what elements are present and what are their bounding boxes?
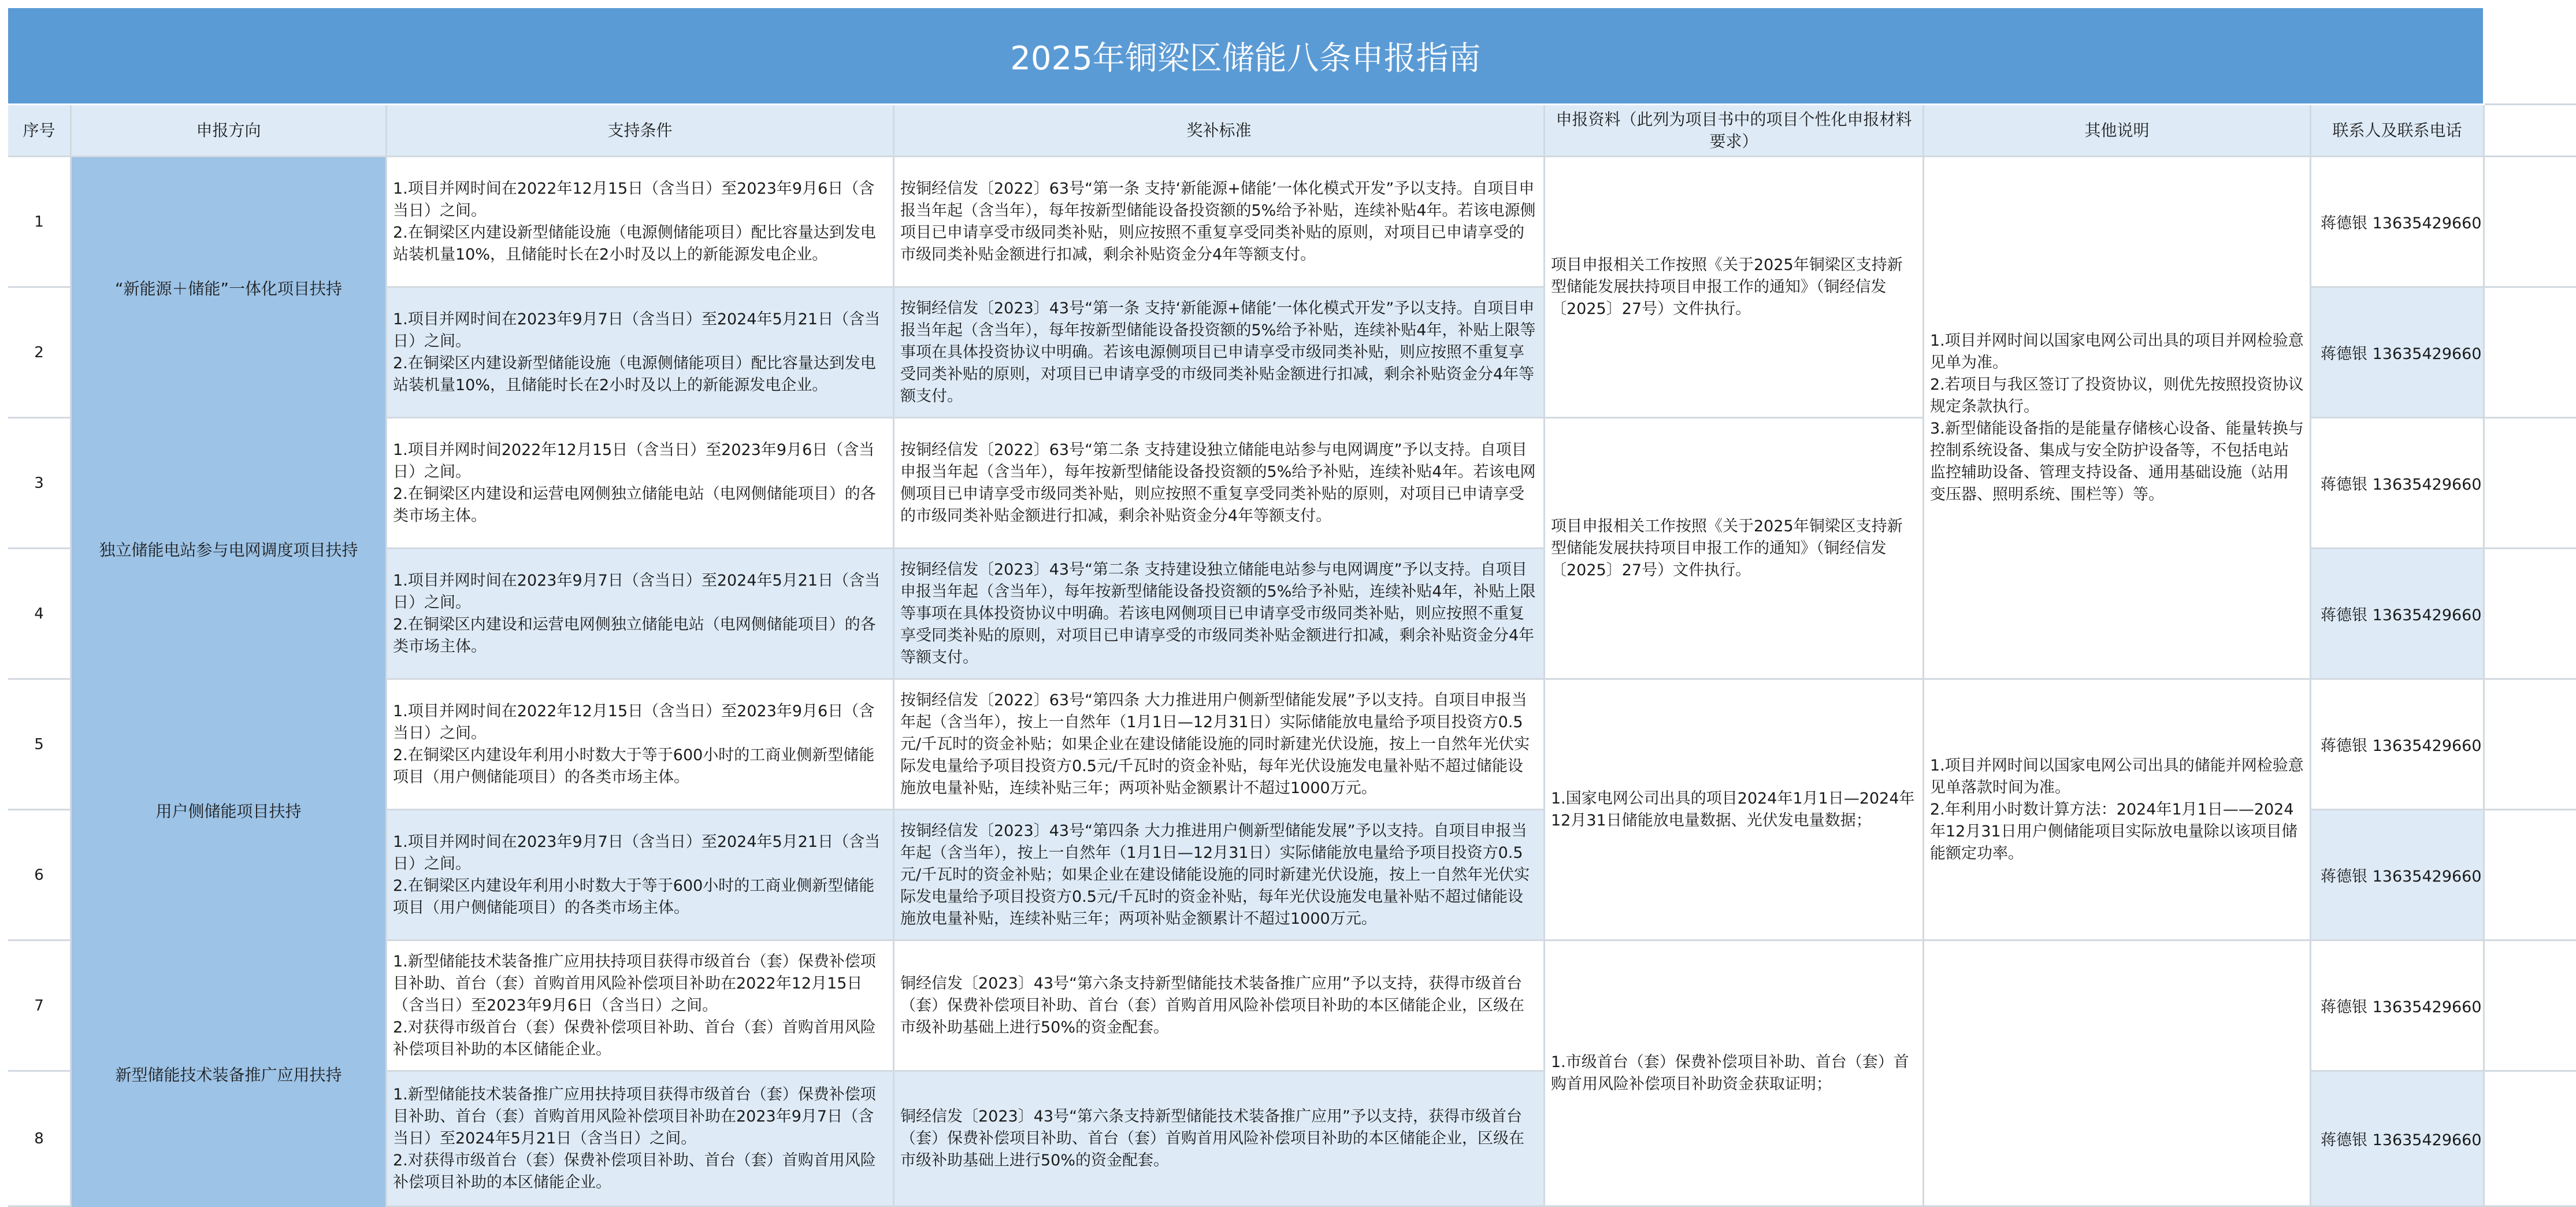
materials-cell[interactable]: 1.市级首台（套）保费补偿项目补助、首台（套）首购首用风险补偿项目补助资金获取证明； <box>1545 941 1924 1207</box>
contact-cell[interactable]: 蒋德银 13635429660 <box>2311 810 2485 941</box>
header-seq[interactable]: 序号 <box>8 105 72 157</box>
seq-cell[interactable]: 1 <box>8 157 72 288</box>
direction-cell[interactable]: 独立储能电站参与电网调度项目扶持 <box>72 419 387 680</box>
conditions-cell[interactable]: 1.项目并网时间在2023年9月7日（含当日）至2024年5月21日（含当日）之间。 2.在铜梁区内建设年利用小时数大于等于600小时的工商业侧新型储能项目（用户侧储能项目）的各类市场主体。 <box>387 810 894 941</box>
contact-cell[interactable]: 蒋德银 13635429660 <box>2311 288 2485 419</box>
standard-cell[interactable]: 按铜经信发〔2023〕43号“第四条 大力推进用户侧新型储能发展”予以支持。自项目申报当年起（含当年），按上一自然年（1月1日—12月31日）实际储能放电量给予项目投资方0.5元/千瓦时的资金补贴；如果企业在建设储能设施的同时新建光伏设施，按上一自然年光伏实际发电量给予项目投资方0.5元/千瓦时的资金补贴，每年光伏设施发电量补贴不超过储能设施放电量补贴，连续补贴三年；两项补贴金额累计不超过1000万元。 <box>894 810 1545 941</box>
conditions-cell[interactable]: 1.项目并网时间在2023年9月7日（含当日）至2024年5月21日（含当日）之间。 2.在铜梁区内建设新型储能设施（电源侧储能项目）配比容量达到发电站装机量10%，且储能时长在2小时及以上的新能源发电企业。 <box>387 288 894 419</box>
contact-cell[interactable]: 蒋德银 13635429660 <box>2311 157 2485 288</box>
conditions-cell[interactable]: 1.项目并网时间在2023年9月7日（含当日）至2024年5月21日（含当日）之间。 2.在铜梁区内建设和运营电网侧独立储能电站（电网侧储能项目）的各类市场主体。 <box>387 549 894 680</box>
seq-cell[interactable]: 2 <box>8 288 72 419</box>
conditions-cell[interactable]: 1.新型储能技术装备推广应用扶持项目获得市级首台（套）保费补偿项目补助、首台（套）首购首用风险补偿项目补助在2023年9月7日（含当日）至2024年5月21日（含当日）之间。 2.对获得市级首台（套）保费补偿项目补助、首台（套）首购首用风险补偿项目补助的本区储能企业。 <box>387 1072 894 1207</box>
notes-cell[interactable]: 1.项目并网时间以国家电网公司出具的项目并网检验意见单为准。 2.若项目与我区签订了投资协议，则优先按照投资协议规定条款执行。 3.新型储能设备指的是能量存储核心设备、能量转换与控制系统设备、集成与安全防护设备等，不包括电站监控辅助设备、管理支持设备、通用基础设施（站用变压器、照明系统、围栏等）等。 <box>1924 157 2311 680</box>
materials-cell[interactable]: 1.国家电网公司出具的项目2024年1月1日—2024年12月31日储能放电量数据、光伏发电量数据； <box>1545 680 1924 941</box>
blank-column-cell[interactable] <box>2485 157 2576 288</box>
notes-cell[interactable]: 1.项目并网时间以国家电网公司出具的储能并网检验意见单落款时间为准。 2.年利用小时数计算方法：2024年1月1日——2024年12月31日用户侧储能项目实际放电量除以该项目储能额定功率。 <box>1924 680 2311 941</box>
seq-cell[interactable]: 8 <box>8 1072 72 1207</box>
page-title: 2025年铜梁区储能八条申报指南 <box>8 8 2485 105</box>
standard-cell[interactable]: 按铜经信发〔2023〕43号“第二条 支持建设独立储能电站参与电网调度”予以支持。自项目申报当年起（含当年），每年按新型储能设备投资额的5%给予补贴，连续补贴4年，补贴上限等事项在具体投资协议中明确。若该电网侧项目已申请享受市级同类补贴，则应按照不重复享受同类补贴的原则，对项目已申请享受的市级同类补贴金额进行扣减，剩余补贴资金分4年等额支付。 <box>894 549 1545 680</box>
blank-column-cell[interactable] <box>2485 680 2576 810</box>
contact-cell[interactable]: 蒋德银 13635429660 <box>2311 549 2485 680</box>
standard-cell[interactable]: 按铜经信发〔2022〕63号“第四条 大力推进用户侧新型储能发展”予以支持。自项目申报当年起（含当年），按上一自然年（1月1日—12月31日）实际储能放电量给予项目投资方0.5元/千瓦时的资金补贴；如果企业在建设储能设施的同时新建光伏设施，按上一自然年光伏实际发电量给予项目投资方0.5元/千瓦时的资金补贴，每年光伏设施发电量补贴不超过储能设施放电量补贴，连续补贴三年；两项补贴金额累计不超过1000万元。 <box>894 680 1545 810</box>
standard-cell[interactable]: 按铜经信发〔2022〕63号“第二条 支持建设独立储能电站参与电网调度”予以支持。自项目申报当年起（含当年），每年按新型储能设备投资额的5%给予补贴，连续补贴4年。若该电网侧项目已申请享受市级同类补贴，则应按照不重复享受同类补贴的原则，对项目已申请享受的市级同类补贴金额进行扣减，剩余补贴资金分4年等额支付。 <box>894 419 1545 549</box>
standard-cell[interactable]: 按铜经信发〔2022〕63号“第一条 支持‘新能源+储能’一体化模式开发”予以支持。自项目申报当年起（含当年），每年按新型储能设备投资额的5%给予补贴，连续补贴4年。若该电源侧项目已申请享受市级同类补贴，则应按照不重复享受同类补贴的原则，对项目已申请享受的市级同类补贴金额进行扣减，剩余补贴资金分4年等额支付。 <box>894 157 1545 288</box>
header-direction[interactable]: 申报方向 <box>72 105 387 157</box>
conditions-cell[interactable]: 1.项目并网时间在2022年12月15日（含当日）至2023年9月6日（含当日）之间。 2.在铜梁区内建设新型储能设施（电源侧储能项目）配比容量达到发电站装机量10%，且储能时长在2小时及以上的新能源发电企业。 <box>387 157 894 288</box>
direction-cell[interactable]: “新能源＋储能”一体化项目扶持 <box>72 157 387 419</box>
standard-cell[interactable]: 铜经信发〔2023〕43号“第六条支持新型储能技术装备推广应用”予以支持，获得市级首台（套）保费补偿项目补助、首台（套）首购首用风险补偿项目补助的本区储能企业，区级在市级补助基础上进行50%的资金配套。 <box>894 1072 1545 1207</box>
blank-column-cell[interactable] <box>2485 288 2576 419</box>
seq-cell[interactable]: 5 <box>8 680 72 810</box>
header-notes[interactable]: 其他说明 <box>1924 105 2311 157</box>
blank-column-cell[interactable] <box>2485 1072 2576 1207</box>
contact-cell[interactable]: 蒋德银 13635429660 <box>2311 419 2485 549</box>
blank-column-cell[interactable] <box>2485 549 2576 680</box>
contact-cell[interactable]: 蒋德银 13635429660 <box>2311 680 2485 810</box>
header-contact[interactable]: 联系人及联系电话 <box>2311 105 2485 157</box>
header-conditions[interactable]: 支持条件 <box>387 105 894 157</box>
materials-cell[interactable]: 项目申报相关工作按照《关于2025年铜梁区支持新型储能发展扶持项目申报工作的通知》（铜经信发〔2025〕27号）文件执行。 <box>1545 419 1924 680</box>
blank-column-cell[interactable] <box>2485 8 2576 105</box>
seq-cell[interactable]: 7 <box>8 941 72 1072</box>
direction-cell[interactable]: 新型储能技术装备推广应用扶持 <box>72 941 387 1207</box>
seq-cell[interactable]: 3 <box>8 419 72 549</box>
direction-cell[interactable]: 用户侧储能项目扶持 <box>72 680 387 941</box>
conditions-cell[interactable]: 1.项目并网时间在2022年12月15日（含当日）至2023年9月6日（含当日）之间。 2.在铜梁区内建设年利用小时数大于等于600小时的工商业侧新型储能项目（用户侧储能项目）的各类市场主体。 <box>387 680 894 810</box>
seq-cell[interactable]: 4 <box>8 549 72 680</box>
blank-column-cell[interactable] <box>2485 941 2576 1072</box>
blank-column-cell[interactable] <box>2485 419 2576 549</box>
materials-cell[interactable]: 项目申报相关工作按照《关于2025年铜梁区支持新型储能发展扶持项目申报工作的通知》（铜经信发〔2025〕27号）文件执行。 <box>1545 157 1924 419</box>
conditions-cell[interactable]: 1.项目并网时间2022年12月15日（含当日）至2023年9月6日（含当日）之间。 2.在铜梁区内建设和运营电网侧独立储能电站（电网侧储能项目）的各类市场主体。 <box>387 419 894 549</box>
standard-cell[interactable]: 铜经信发〔2023〕43号“第六条支持新型储能技术装备推广应用”予以支持，获得市级首台（套）保费补偿项目补助、首台（套）首购首用风险补偿项目补助的本区储能企业，区级在市级补助基础上进行50%的资金配套。 <box>894 941 1545 1072</box>
seq-cell[interactable]: 6 <box>8 810 72 941</box>
blank-column-cell[interactable] <box>2485 105 2576 157</box>
contact-cell[interactable]: 蒋德银 13635429660 <box>2311 941 2485 1072</box>
header-materials[interactable]: 申报资料（此列为项目书中的项目个性化申报材料要求） <box>1545 105 1924 157</box>
notes-cell[interactable] <box>1924 941 2311 1207</box>
blank-column-cell[interactable] <box>2485 810 2576 941</box>
conditions-cell[interactable]: 1.新型储能技术装备推广应用扶持项目获得市级首台（套）保费补偿项目补助、首台（套）首购首用风险补偿项目补助在2022年12月15日（含当日）至2023年9月6日（含当日）之间。 2.对获得市级首台（套）保费补偿项目补助、首台（套）首购首用风险补偿项目补助的本区储能企业。 <box>387 941 894 1072</box>
contact-cell[interactable]: 蒋德银 13635429660 <box>2311 1072 2485 1207</box>
header-standard[interactable]: 奖补标准 <box>894 105 1545 157</box>
standard-cell[interactable]: 按铜经信发〔2023〕43号“第一条 支持‘新能源+储能’一体化模式开发”予以支持。自项目申报当年起（含当年），每年按新型储能设备投资额的5%给予补贴，连续补贴4年，补贴上限等事项在具体投资协议中明确。若该电源侧项目已申请享受市级同类补贴，则应按照不重复享受同类补贴的原则，对项目已申请享受的市级同类补贴金额进行扣减，剩余补贴资金分4年等额支付。 <box>894 288 1545 419</box>
